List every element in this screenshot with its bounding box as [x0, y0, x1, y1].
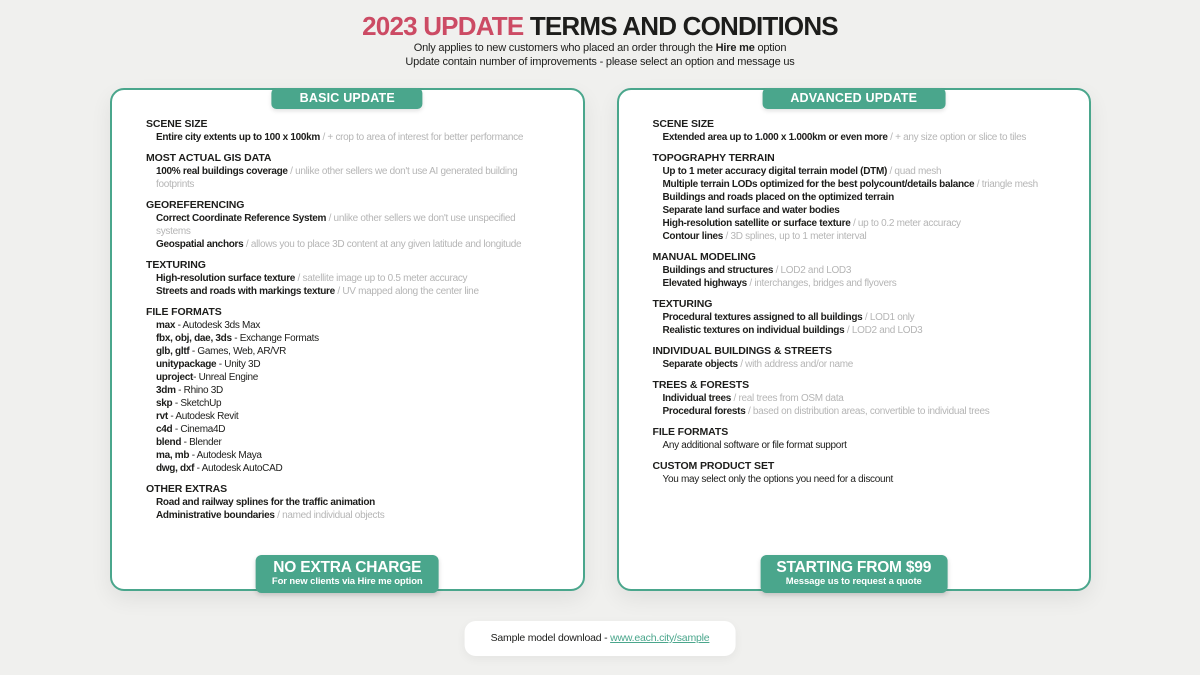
feature-item: Separate objects / with address and/or name	[662, 359, 854, 370]
feature-section	[146, 199, 549, 251]
section-title: GEOREFERENCING	[146, 199, 245, 211]
feature-section	[146, 306, 549, 475]
page-title-highlight: 2023 UPDATE	[362, 11, 524, 41]
section-title: TEXTURING	[652, 298, 713, 310]
section-title: CUSTOM PRODUCT SET	[652, 460, 775, 472]
feature-section	[146, 152, 549, 191]
feature-item: skp - SketchUp	[156, 398, 222, 409]
feature-item: unitypackage - Unity 3D	[156, 359, 261, 370]
basic-update-price-badge	[256, 555, 439, 593]
feature-section	[653, 298, 1056, 337]
price-badge-title: STARTING FROM $99	[776, 559, 932, 576]
section-title: SCENE SIZE	[652, 118, 714, 130]
feature-item: fbx, obj, dae, 3ds - Exchange Formats	[156, 333, 319, 344]
feature-item: dwg, dxf - Autodesk AutoCAD	[156, 463, 283, 474]
page-title	[0, 12, 1200, 40]
feature-item: Contour lines / 3D splines, up to 1 meter interval	[662, 231, 867, 242]
feature-section	[653, 460, 1056, 486]
basic-update-sections	[146, 118, 549, 522]
feature-item: You may select only the options you need for a discount	[662, 474, 894, 485]
feature-section	[653, 118, 1056, 144]
sample-download-link[interactable]: www.each.city/sample	[610, 632, 710, 644]
advanced-update-panel	[617, 88, 1092, 591]
sample-download-pill	[465, 621, 736, 656]
feature-item: Individual trees / real trees from OSM data	[662, 393, 844, 404]
section-title: MANUAL MODELING	[652, 251, 756, 263]
basic-update-panel	[110, 88, 585, 591]
feature-item: Multiple terrain LODs optimized for the best polycount/details balance / triangle mesh	[662, 179, 1038, 190]
feature-item: High-resolution satellite or surface texture / up to 0.2 meter accuracy	[662, 218, 961, 229]
feature-item: Entire city extents up to 100 x 100km / + crop to area of interest for better performance	[156, 132, 524, 143]
section-title: SCENE SIZE	[146, 118, 208, 130]
section-title: TREES & FORESTS	[652, 379, 750, 391]
section-title: TOPOGRAPHY TERRAIN	[652, 152, 775, 164]
sample-download-label: Sample model download -	[490, 632, 608, 644]
hire-me-emphasis: Hire me	[715, 42, 755, 54]
feature-item: Geospatial anchors / allows you to place 3D content at any given latitude and longitude	[156, 239, 522, 250]
section-title: TEXTURING	[146, 259, 206, 271]
page-subtitle-line2: Update contain number of improvements - please select an option and message us	[405, 55, 795, 68]
feature-section	[653, 345, 1056, 371]
feature-section	[653, 379, 1056, 418]
feature-item: max - Autodesk 3ds Max	[156, 320, 261, 331]
feature-item: Administrative boundaries / named individual objects	[156, 510, 385, 521]
advanced-update-badge: ADVANCED UPDATE	[762, 88, 945, 109]
advanced-update-sections	[653, 118, 1056, 486]
feature-item: Buildings and roads placed on the optimized terrain	[662, 192, 894, 203]
section-title: INDIVIDUAL BUILDINGS & STREETS	[652, 345, 832, 357]
feature-item: Separate land surface and water bodies	[662, 205, 840, 216]
feature-item: glb, gltf - Games, Web, AR/VR	[156, 346, 287, 357]
feature-item: Procedural textures assigned to all buildings / LOD1 only	[662, 312, 915, 323]
page-header	[0, 0, 1200, 69]
section-title: OTHER EXTRAS	[146, 483, 228, 495]
feature-section	[146, 483, 549, 522]
feature-item: Any additional software or file format support	[662, 440, 847, 451]
feature-item: ma, mb - Autodesk Maya	[156, 450, 262, 461]
section-title: MOST ACTUAL GIS DATA	[146, 152, 272, 164]
section-title: FILE FORMATS	[652, 426, 729, 438]
feature-item: Correct Coordinate Reference System / unlike other sellers we don't use unspecified systems	[156, 213, 516, 237]
section-title: FILE FORMATS	[146, 306, 222, 318]
basic-update-badge: BASIC UPDATE	[272, 88, 423, 109]
feature-item: c4d - Cinema4D	[156, 424, 226, 435]
feature-item: Elevated highways / interchanges, bridges and flyovers	[662, 278, 897, 289]
price-badge-subtitle: For new clients via Hire me option	[271, 576, 423, 587]
feature-section	[653, 251, 1056, 290]
feature-section	[146, 259, 549, 298]
feature-item: Extended area up to 1.000 x 1.000km or even more / + any size option or slice to tiles	[662, 132, 1027, 143]
feature-item: Procedural forests / based on distribution areas, convertible to individual trees	[662, 406, 990, 417]
feature-item: Realistic textures on individual buildings / LOD2 and LOD3	[662, 325, 923, 336]
feature-section	[146, 118, 549, 144]
feature-item: 100% real buildings coverage / unlike other sellers we don't use AI generated building footprints	[156, 166, 518, 190]
feature-item: blend - Blender	[156, 437, 222, 448]
feature-item: Buildings and structures / LOD2 and LOD3	[662, 265, 852, 276]
advanced-update-price-badge	[760, 555, 947, 593]
feature-item: Road and railway splines for the traffic animation	[156, 497, 375, 508]
feature-item: uproject- Unreal Engine	[156, 372, 259, 383]
feature-item: High-resolution surface texture / satellite image up to 0.5 meter accuracy	[156, 273, 468, 284]
price-badge-title: NO EXTRA CHARGE	[273, 559, 422, 576]
price-badge-subtitle: Message us to request a quote	[785, 576, 922, 587]
panels-row	[110, 88, 1091, 591]
feature-section	[653, 152, 1056, 243]
feature-section	[653, 426, 1056, 452]
feature-item: Streets and roads with markings texture / UV mapped along the center line	[156, 286, 479, 297]
feature-item: 3dm - Rhino 3D	[156, 385, 223, 396]
feature-item: Up to 1 meter accuracy digital terrain model (DTM) / quad mesh	[662, 166, 942, 177]
feature-item: rvt - Autodesk Revit	[156, 411, 239, 422]
page-title-rest: TERMS AND CONDITIONS	[529, 11, 838, 41]
page-subtitle-line1: Only applies to new customers who placed an order through the Hire me option	[413, 42, 787, 54]
